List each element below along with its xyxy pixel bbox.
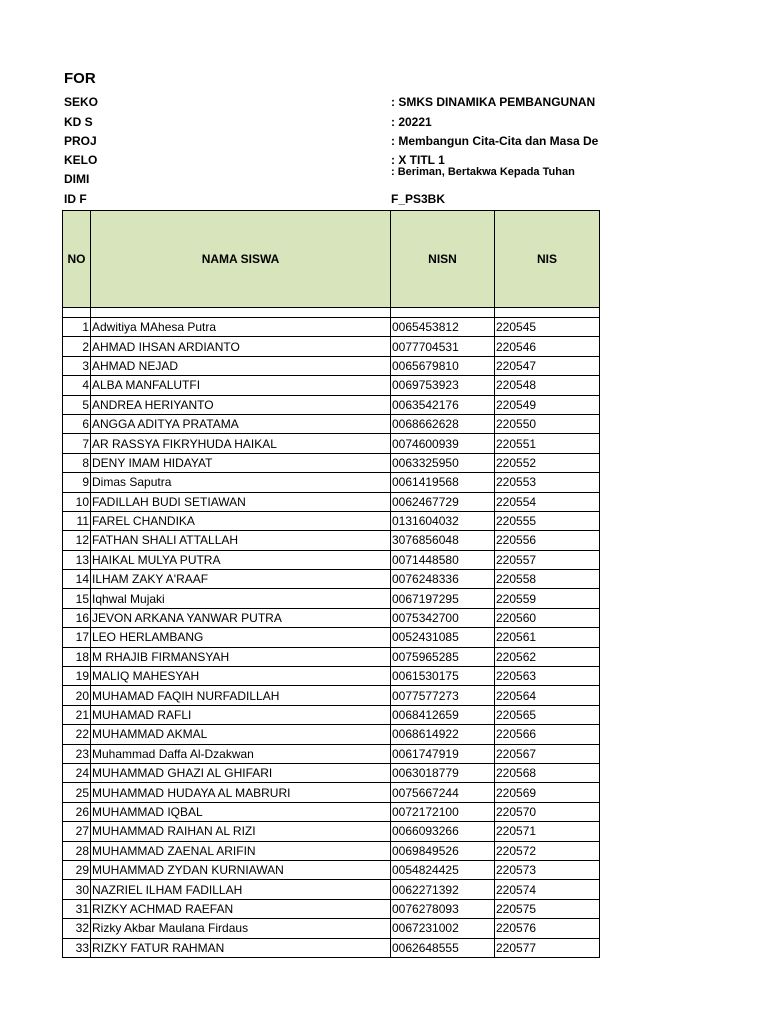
cell-no[interactable]: 14 [63, 570, 91, 589]
cell-nis[interactable]: 220561 [495, 628, 600, 647]
table-row [63, 570, 600, 589]
table-row [63, 744, 600, 763]
cell-no[interactable]: 31 [63, 899, 91, 918]
cell-no[interactable]: 1 [63, 318, 91, 337]
cell-no[interactable]: 26 [63, 802, 91, 821]
table-row [63, 356, 600, 375]
cell-nis[interactable]: 220567 [495, 744, 600, 763]
cell-nama-siswa[interactable]: Muhammad Daffa Al-Dzakwan [91, 744, 391, 763]
cell-nisn[interactable]: 0074600939 [391, 434, 495, 453]
cell-nisn[interactable]: 0061419568 [391, 473, 495, 492]
cell-nisn[interactable]: 0075667244 [391, 783, 495, 802]
cell-nis[interactable]: 220565 [495, 705, 600, 724]
table-row [63, 453, 600, 472]
cell-nisn[interactable]: 0069753923 [391, 376, 495, 395]
table-row [63, 860, 600, 879]
cell-nisn[interactable]: 0062271392 [391, 880, 495, 899]
cell-nis[interactable]: 220571 [495, 822, 600, 841]
cell-nis[interactable]: 220549 [495, 395, 600, 414]
cell-nisn[interactable]: 0054824425 [391, 860, 495, 879]
table-header-row [63, 211, 600, 308]
cell-no[interactable]: 27 [63, 822, 91, 841]
cell-nisn[interactable]: 0068614922 [391, 725, 495, 744]
value-projek: : Membangun Cita-Cita dan Masa De [391, 134, 599, 148]
cell-no[interactable]: 15 [63, 589, 91, 608]
table-row [63, 667, 600, 686]
cell-nis[interactable]: 220572 [495, 841, 600, 860]
cell-nis[interactable]: 220558 [495, 570, 600, 589]
cell-no[interactable]: 8 [63, 453, 91, 472]
cell-no[interactable]: 23 [63, 744, 91, 763]
cell-nama-siswa[interactable]: MUHAMMAD GHAZI AL GHIFARI [91, 763, 391, 782]
cell-nama-siswa[interactable]: Iqhwal Mujaki [91, 589, 391, 608]
cell-no[interactable]: 5 [63, 395, 91, 414]
cell-nisn[interactable]: 0061747919 [391, 744, 495, 763]
cell-nama-siswa[interactable]: RIZKY FATUR RAHMAN [91, 938, 391, 957]
cell-no[interactable]: 4 [63, 376, 91, 395]
cell-nisn[interactable]: 0063325950 [391, 453, 495, 472]
cell-nisn[interactable]: 0068412659 [391, 705, 495, 724]
cell-nis[interactable]: 220566 [495, 725, 600, 744]
cell-nisn[interactable]: 0065679810 [391, 356, 495, 375]
cell-nis[interactable]: 220545 [495, 318, 600, 337]
table-row [63, 783, 600, 802]
cell-no[interactable]: 2 [63, 337, 91, 356]
table-row [63, 337, 600, 356]
cell-no[interactable]: 28 [63, 841, 91, 860]
table-row [63, 628, 600, 647]
column-header-no: NO [63, 211, 91, 308]
cell-nama-siswa[interactable]: AHMAD IHSAN ARDIANTO [91, 337, 391, 356]
cell-nama-siswa[interactable]: MUHAMMAD IQBAL [91, 802, 391, 821]
table-row [63, 589, 600, 608]
cell-nisn[interactable]: 0063018779 [391, 763, 495, 782]
cell-no[interactable]: 11 [63, 511, 91, 530]
cell-no[interactable]: 13 [63, 550, 91, 569]
cell-no[interactable]: 24 [63, 763, 91, 782]
cell-nis[interactable]: 220573 [495, 860, 600, 879]
cell-no[interactable]: 25 [63, 783, 91, 802]
table-row [63, 647, 600, 666]
table-row [63, 802, 600, 821]
cell-no[interactable]: 32 [63, 919, 91, 938]
cell-nisn[interactable]: 0052431085 [391, 628, 495, 647]
table-row [63, 725, 600, 744]
table-row [63, 899, 600, 918]
cell-nis[interactable]: 220556 [495, 531, 600, 550]
cell-nis[interactable]: 220559 [495, 589, 600, 608]
cell-nisn[interactable]: 0065453812 [391, 318, 495, 337]
cell-nama-siswa[interactable]: FADILLAH BUDI SETIAWAN [91, 492, 391, 511]
cell-nisn[interactable]: 0075342700 [391, 608, 495, 627]
cell-nis[interactable]: 220563 [495, 667, 600, 686]
cell-nama-siswa[interactable]: Dimas Saputra [91, 473, 391, 492]
cell-no[interactable]: 10 [63, 492, 91, 511]
value-id-form: F_PS3BK [391, 192, 446, 206]
cell-nis[interactable]: 220550 [495, 414, 600, 433]
cell-nis[interactable]: 220570 [495, 802, 600, 821]
cell-nama-siswa[interactable]: RIZKY ACHMAD RAEFAN [91, 899, 391, 918]
value-kd-sekolah: : 20221 [391, 115, 432, 129]
cell-nis[interactable]: 220577 [495, 938, 600, 957]
cell-nama-siswa[interactable]: DENY IMAM HIDAYAT [91, 453, 391, 472]
value-dimensi: : Beriman, Bertakwa Kepada Tuhan [391, 166, 575, 178]
cell-nis[interactable]: 220551 [495, 434, 600, 453]
cell-nama-siswa[interactable]: MUHAMAD RAFLI [91, 705, 391, 724]
cell-nama-siswa[interactable]: MUHAMMAD RAIHAN AL RIZI [91, 822, 391, 841]
table-row [63, 492, 600, 511]
cell-nisn[interactable]: 0072172100 [391, 802, 495, 821]
table-row [63, 318, 600, 337]
table-row [63, 705, 600, 724]
cell-no[interactable]: 3 [63, 356, 91, 375]
cell-nisn[interactable]: 0063542176 [391, 395, 495, 414]
table-row [63, 511, 600, 530]
cell-nama-siswa[interactable]: MUHAMMAD ZYDAN KURNIAWAN [91, 860, 391, 879]
cell-nama-siswa[interactable]: M RHAJIB FIRMANSYAH [91, 647, 391, 666]
cell-no[interactable]: 21 [63, 705, 91, 724]
cell-nisn[interactable]: 0075965285 [391, 647, 495, 666]
cell-nama-siswa[interactable]: ALBA MANFALUTFI [91, 376, 391, 395]
cell-nisn[interactable]: 0066093266 [391, 822, 495, 841]
cell-nisn[interactable]: 3076856048 [391, 531, 495, 550]
table-row [63, 531, 600, 550]
cell-no[interactable]: 16 [63, 608, 91, 627]
cell-nisn[interactable]: 0068662628 [391, 414, 495, 433]
cell-nama-siswa[interactable]: FATHAN SHALI ATTALLAH [91, 531, 391, 550]
cell-nis[interactable]: 220547 [495, 356, 600, 375]
cell-no[interactable]: 33 [63, 938, 91, 957]
cell-no[interactable]: 18 [63, 647, 91, 666]
cell-nis[interactable]: 220574 [495, 880, 600, 899]
cell-nis[interactable]: 220554 [495, 492, 600, 511]
cell-no[interactable]: 9 [63, 473, 91, 492]
cell-no[interactable]: 17 [63, 628, 91, 647]
table-row [63, 550, 600, 569]
cell-nama-siswa[interactable]: FAREL CHANDIKA [91, 511, 391, 530]
cell-nisn[interactable]: 0077704531 [391, 337, 495, 356]
label-id-form: ID F [64, 192, 87, 206]
cell-nama-siswa[interactable]: MALIQ MAHESYAH [91, 667, 391, 686]
table-body [63, 308, 600, 958]
table-row [63, 414, 600, 433]
form-title: FOR [64, 70, 96, 87]
label-projek: PROJ [64, 134, 97, 148]
cell-nisn[interactable]: 0067231002 [391, 919, 495, 938]
cell-nama-siswa[interactable]: AHMAD NEJAD [91, 356, 391, 375]
cell-nama-siswa[interactable]: MUHAMAD FAQIH NURFADILLAH [91, 686, 391, 705]
cell-nis[interactable]: 220555 [495, 511, 600, 530]
value-kelompok: : X TITL 1 [391, 153, 445, 167]
table-row [63, 919, 600, 938]
cell-nisn[interactable]: 0076278093 [391, 899, 495, 918]
cell-nisn[interactable]: 0076248336 [391, 570, 495, 589]
cell-nis[interactable]: 220548 [495, 376, 600, 395]
table-row [63, 880, 600, 899]
cell-nis[interactable]: 220568 [495, 763, 600, 782]
table-row [63, 763, 600, 782]
table-row [63, 434, 600, 453]
cell-nis[interactable]: 220560 [495, 608, 600, 627]
cell-no[interactable]: 6 [63, 414, 91, 433]
cell-no[interactable]: 19 [63, 667, 91, 686]
label-kelompok: KELO [64, 153, 98, 167]
cell-no[interactable]: 12 [63, 531, 91, 550]
cell-nama-siswa[interactable]: MUHAMMAD AKMAL [91, 725, 391, 744]
label-dimensi: DIMI [64, 172, 90, 186]
cell-nis[interactable]: 220564 [495, 686, 600, 705]
column-header-nis: NIS [495, 211, 600, 308]
table-row [63, 938, 600, 957]
cell-nis[interactable]: 220575 [495, 899, 600, 918]
cell-nis[interactable]: 220553 [495, 473, 600, 492]
cell-nama-siswa[interactable]: HAIKAL MULYA PUTRA [91, 550, 391, 569]
cell-nisn[interactable]: 0131604032 [391, 511, 495, 530]
cell-nama-siswa[interactable]: AR RASSYA FIKRYHUDA HAIKAL [91, 434, 391, 453]
cell-nama-siswa[interactable]: LEO HERLAMBANG [91, 628, 391, 647]
cell-nama-siswa[interactable]: ANGGA ADITYA PRATAMA [91, 414, 391, 433]
cell-nis[interactable]: 220576 [495, 919, 600, 938]
cell-nama-siswa[interactable]: Rizky Akbar Maulana Firdaus [91, 919, 391, 938]
table-row [63, 822, 600, 841]
cell-no[interactable]: 29 [63, 860, 91, 879]
cell-nama-siswa[interactable]: NAZRIEL ILHAM FADILLAH [91, 880, 391, 899]
column-header-nisn: NISN [391, 211, 495, 308]
cell-no[interactable]: 7 [63, 434, 91, 453]
label-kd-sekolah: KD S [64, 115, 93, 129]
cell-no[interactable]: 22 [63, 725, 91, 744]
cell-nisn[interactable]: 0077577273 [391, 686, 495, 705]
table-row [63, 686, 600, 705]
column-header-nama-siswa: NAMA SISWA [91, 211, 391, 308]
cell-nama-siswa[interactable]: MUHAMMAD ZAENAL ARIFIN [91, 841, 391, 860]
cell-nisn[interactable]: 0061530175 [391, 667, 495, 686]
label-sekolah: SEKO [64, 95, 99, 109]
cell-nama-siswa[interactable]: Adwitiya MAhesa Putra [91, 318, 391, 337]
cell-nama-siswa[interactable]: MUHAMMAD HUDAYA AL MABRURI [91, 783, 391, 802]
cell-nisn[interactable]: 0071448580 [391, 550, 495, 569]
cell-nis[interactable]: 220552 [495, 453, 600, 472]
table-row [63, 841, 600, 860]
cell-nisn[interactable]: 0069849526 [391, 841, 495, 860]
cell-nis[interactable]: 220546 [495, 337, 600, 356]
value-sekolah: : SMKS DINAMIKA PEMBANGUNAN [391, 95, 596, 109]
cell-nama-siswa[interactable]: ILHAM ZAKY A'RAAF [91, 570, 391, 589]
cell-nis[interactable]: 220562 [495, 647, 600, 666]
table-row [63, 473, 600, 492]
table-row [63, 608, 600, 627]
cell-nisn[interactable]: 0062648555 [391, 938, 495, 957]
cell-no[interactable]: 20 [63, 686, 91, 705]
cell-nisn[interactable]: 0067197295 [391, 589, 495, 608]
cell-nama-siswa[interactable]: JEVON ARKANA YANWAR PUTRA [91, 608, 391, 627]
table-spacer-row [63, 308, 600, 318]
table-row [63, 395, 600, 414]
student-table [62, 210, 600, 958]
cell-nama-siswa[interactable]: ANDREA HERIYANTO [91, 395, 391, 414]
cell-nis[interactable]: 220569 [495, 783, 600, 802]
cell-no[interactable]: 30 [63, 880, 91, 899]
table-row [63, 376, 600, 395]
cell-nisn[interactable]: 0062467729 [391, 492, 495, 511]
cell-nis[interactable]: 220557 [495, 550, 600, 569]
